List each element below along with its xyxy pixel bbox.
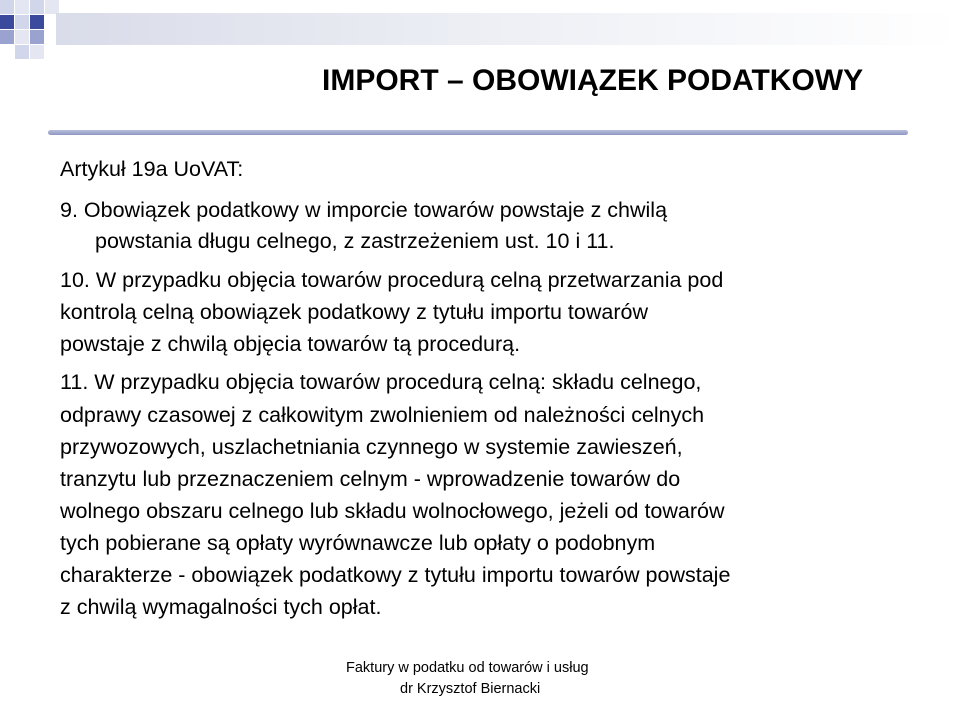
deco-square [15, 30, 29, 44]
article-heading: Artykuł 19a UoVAT: [60, 157, 244, 181]
title-divider [48, 130, 908, 135]
deco-square [30, 30, 44, 44]
slide-title: IMPORT – OBOWIĄZEK PODATKOWY [322, 64, 864, 97]
paragraph-11-line: tranzytu lub przeznaczeniem celnym - wprowadzenie towarów do [60, 467, 681, 491]
deco-square [45, 0, 59, 14]
paragraph-11-line: charakterze - obowiązek podatkowy z tytułu importu towarów powstaje [60, 563, 731, 587]
deco-square [15, 0, 29, 14]
deco-square [30, 45, 44, 59]
deco-square [0, 15, 14, 29]
deco-square [30, 0, 44, 14]
paragraph-10-line: 10. W przypadku objęcia towarów procedurą celną przetwarzania pod [60, 268, 724, 292]
paragraph-11-line: tych pobierane są opłaty wyrównawcze lub opłaty o podobnym [60, 531, 656, 555]
footer-author: dr Krzysztof Biernacki [400, 681, 541, 697]
deco-square [0, 30, 14, 44]
deco-square [30, 15, 44, 29]
paragraph-10-line: powstaje z chwilą objęcia towarów tą procedurą. [60, 332, 521, 356]
footer-course-title: Faktury w podatku od towarów i usług [346, 660, 589, 676]
header-gradient-bar [56, 13, 959, 45]
paragraph-9-line: powstania długu celnego, z zastrzeżeniem ust. 10 i 11. [95, 229, 615, 253]
paragraph-11-line: z chwilą wymagalności tych opłat. [60, 595, 382, 619]
paragraph-11-line: 11. W przypadku objęcia towarów procedurą celną: składu celnego, [60, 370, 702, 394]
paragraph-11-line: przywozowych, uszlachetniania czynnego w systemie zawieszeń, [60, 435, 683, 459]
paragraph-11-line: wolnego obszaru celnego lub składu wolnocłowego, jeżeli od towarów [60, 499, 725, 523]
paragraph-11-line: odprawy czasowej z całkowitym zwolnieniem od należności celnych [60, 403, 705, 427]
paragraph-9-line: 9. Obowiązek podatkowy w imporcie towarów powstaje z chwilą [60, 198, 668, 222]
deco-square [15, 15, 29, 29]
paragraph-10-line: kontrolą celną obowiązek podatkowy z tytułu importu towarów [60, 300, 648, 324]
deco-square [15, 45, 29, 59]
deco-square [0, 0, 14, 14]
